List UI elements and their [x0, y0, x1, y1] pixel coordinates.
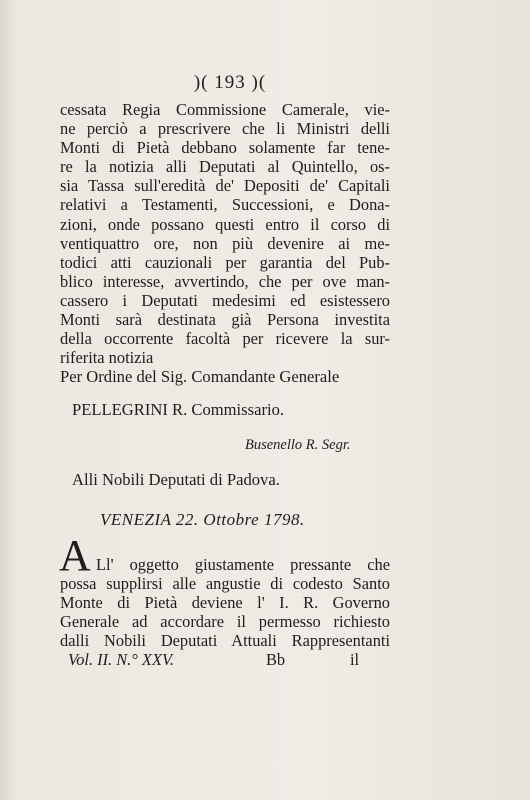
body-line: todici atti cauzionali per garantia del Pub- — [60, 252, 390, 272]
body-line: re la notizia alli Deputati al Quintello, os- — [60, 157, 390, 177]
date-line: VENEZIA 22. Ottobre 1798. — [100, 510, 305, 529]
body-line: Monti sarà destinata già Persona investita — [60, 310, 390, 330]
body-line: relativi a Testamenti, Successioni, e Dona- — [60, 195, 390, 215]
order-line: Per Ordine del Sig. Comandante Generale — [60, 367, 340, 386]
body-line: zioni, onde possano questi entro il corso di — [60, 214, 390, 234]
para2-line: possa supplirsi alle angustie di codesto Santo — [60, 574, 390, 594]
body-line: ne perciò a prescrivere che li Ministri delli — [60, 119, 390, 139]
drop-cap: A — [59, 531, 91, 580]
body-line: cessata Regia Commissione Camerale, vie- — [60, 100, 390, 119]
signature-mark: Vol. II. N.° XXV. — [68, 650, 174, 669]
body-line: blico interesse, avvertindo, che per ove man- — [60, 271, 390, 291]
quire-mark: Bb — [266, 650, 286, 669]
address-line: Alli Nobili Deputati di Padova. — [72, 470, 280, 489]
para2-line: Monte di Pietà deviene l' I. R. Governo — [60, 593, 390, 613]
signature-line: Busenello R. Segr. — [245, 437, 351, 453]
commissioner-line: PELLEGRINI R. Commissario. — [72, 400, 285, 419]
para2-line: dalli Nobili Deputati Attuali Rappresentanti — [60, 631, 390, 651]
body-line: ventiquattro ore, non più devenire ai me- — [60, 233, 390, 253]
body-paragraph — [60, 100, 390, 367]
para2-line: Ll' oggetto giustamente pressante che — [96, 555, 390, 574]
body-line: riferita notizia — [60, 348, 154, 368]
body-line: cassero i Deputati medesimi ed esistessero — [60, 290, 390, 310]
body-line: della occorrente facoltà per ricevere la sur- — [60, 329, 390, 349]
page-number: )( 193 )( — [193, 72, 267, 93]
body-line: Monti di Pietà debbano solamente far tene- — [60, 138, 390, 158]
body-line: sia Tassa sull'eredità de' Depositi de' Capitali — [60, 176, 390, 196]
para2-line: Generale ad accordare il permesso richiesto — [60, 612, 390, 632]
catchword: il — [350, 650, 360, 669]
second-paragraph — [60, 555, 390, 650]
